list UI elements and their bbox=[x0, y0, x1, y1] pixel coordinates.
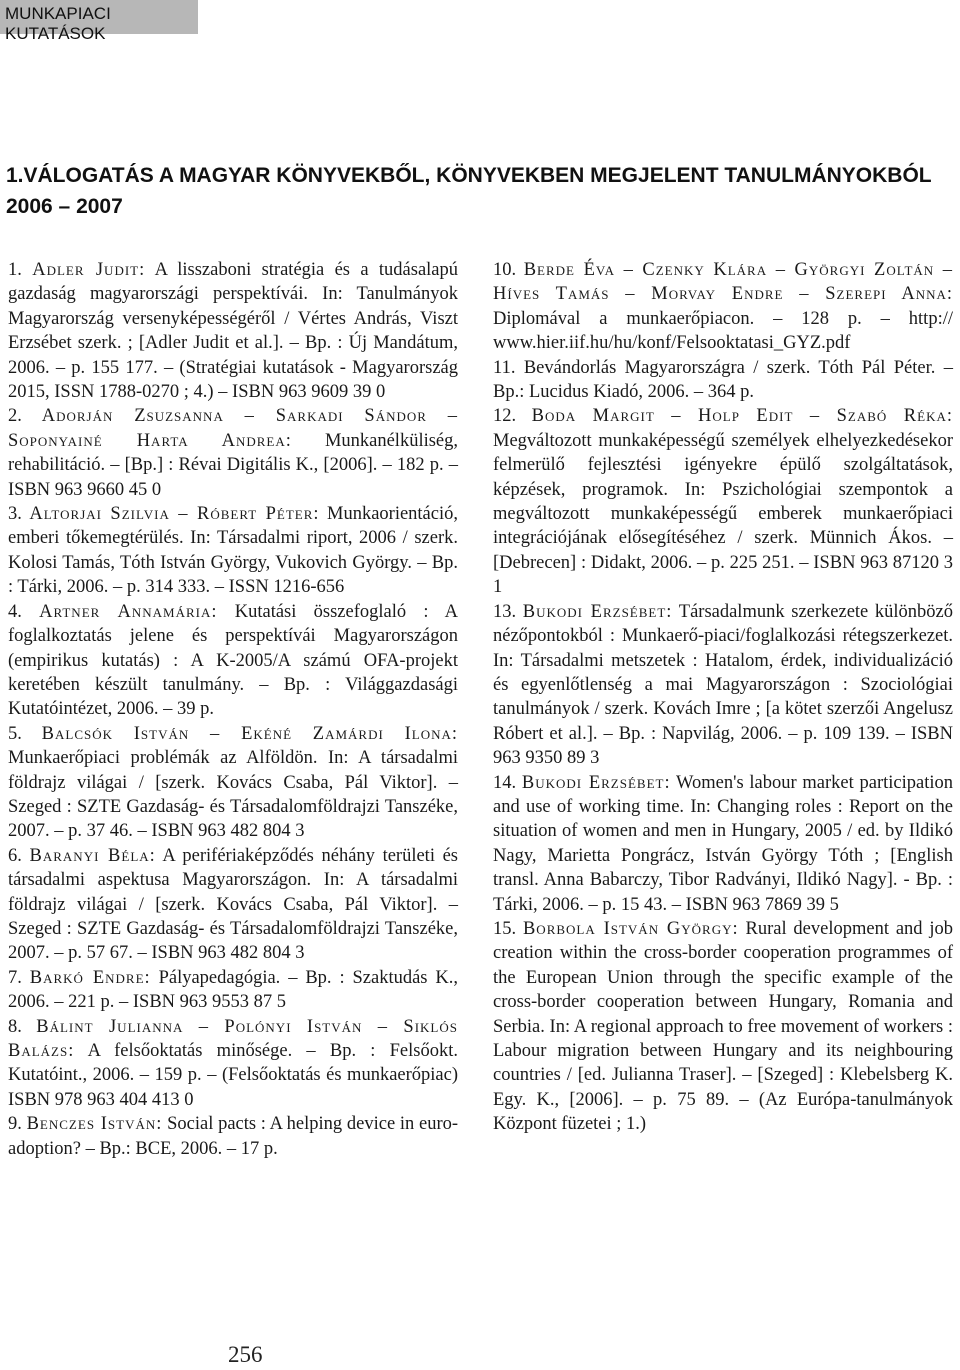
entry-author: Altorjai Szilvia – Róbert Péter: bbox=[29, 504, 320, 525]
bibliography-entry bbox=[8, 258, 458, 404]
entry-author: Boda Margit – Holp Edit – Szabó Réka: bbox=[531, 406, 953, 427]
running-header bbox=[0, 0, 198, 43]
entry-number: 14. bbox=[493, 772, 517, 793]
bibliography-entry bbox=[493, 771, 953, 917]
entry-text: A felsőoktatás minősége. – Bp. : Felsőokt. Kutatóint., 2006. – 159 p. – (Felsőoktatás és munkaerőpiac) ISBN 978 963 404 413 0 bbox=[8, 1041, 458, 1110]
entry-text: Munkaorientáció, emberi tőkemegtérülés. In: Társadalmi riport, 2006 / szerk. Kolosi Tamás, Tóth István György, Vukovich György. – Bp. : Tárki, 2006. – p. 314 333. – ISSN 1216-656 bbox=[8, 504, 458, 598]
bibliography-entry bbox=[8, 1112, 458, 1161]
bibliography-entry bbox=[8, 404, 458, 502]
entry-author: Bálint Julianna – Polónyi István – Siklós Balázs: bbox=[8, 1016, 458, 1061]
running-header-label: MUNKAPIACI KUTATÁSOK bbox=[5, 4, 111, 43]
entry-author: Barkó Endre: bbox=[29, 967, 151, 988]
entry-number: 5. bbox=[8, 723, 22, 744]
entry-text: Bevándorlás Magyarországra / szerk. Tóth Pál Péter. – Bp.: Lucidus Kiadó, 2006. – 364 p. bbox=[493, 357, 953, 403]
entry-number: 9. bbox=[8, 1114, 22, 1135]
bibliography-entry bbox=[8, 966, 458, 1015]
entry-author: Bukodi Erzsébet: bbox=[522, 601, 673, 622]
bibliography-entry bbox=[493, 404, 953, 599]
entry-author: Artner Annamária: bbox=[39, 601, 218, 622]
bibliography-entry bbox=[8, 502, 458, 600]
entry-number: 13. bbox=[493, 601, 517, 622]
bibliography-entry bbox=[8, 844, 458, 966]
section-title bbox=[6, 160, 946, 222]
entry-text: A perifériaképződés néhány területi és társadalmi aspektusa Magyarországon. In: A társadalmi földrajz világai / [szerk. Kovács Csaba, Pál Viktor]. – Szeged : SZTE Gazdaság- és Társadalomföldrajzi Tanszéke, 2007. – p. 57 67. – ISBN 963 482 804 3 bbox=[8, 845, 459, 964]
entry-author: Bukodi Erzsébet: bbox=[521, 772, 671, 793]
section-title-line2: 2006 – 2007 bbox=[6, 195, 123, 218]
bibliography-entry bbox=[8, 1015, 458, 1113]
entry-author: Baranyi Béla: bbox=[29, 845, 156, 866]
entry-text: Social pacts : A helping device in euro-adoption? – Bp.: BCE, 2006. – 17 p. bbox=[8, 1114, 459, 1159]
bibliography-entry bbox=[8, 600, 458, 722]
entry-text: Kutatási összefoglaló : A foglalkoztatás jelene és perspektívái Magyarországon (empirikus kutatás) : A K-2005/A számú OFA-projekt keretében készült tanulmány. – Bp. : Világgazdasági Kutatóintézet, 2006. – 39 p. bbox=[8, 601, 459, 720]
entry-author: Borbola István György: bbox=[522, 918, 739, 939]
entry-text: Diplomával a munkaerőpiacon. – 128 p. – http:// www.hier.iif.hu/hu/konf/Felsooktatasi_GYZ.pdf bbox=[493, 308, 953, 354]
entry-number: 10. bbox=[493, 260, 517, 280]
page-number: 256 bbox=[228, 1342, 263, 1367]
bibliography-entry bbox=[493, 356, 953, 405]
entry-author: Adorján Zsuzsanna – Sarkadi Sándor – Soponyainé Harta Andrea: bbox=[8, 406, 459, 451]
left-column bbox=[8, 258, 458, 1161]
right-column bbox=[493, 258, 953, 1137]
entry-number: 2. bbox=[8, 406, 22, 427]
entry-number: 7. bbox=[8, 967, 22, 988]
bibliography-entry bbox=[493, 258, 953, 356]
entry-number: 11. bbox=[493, 357, 516, 378]
entry-text: Women's labour market participation and use of working time. In: Changing roles : Report on the situation of women and men in Hungary, 2005 / ed. by Ildikó Nagy, Marietta Pongrácz, István György Tóth ; [English transl. Anna Babarczy, Tibor Radványi, Ildikó Nagy]. - Bp. : Tárki, 2006. – p. 15 43. – ISBN 963 7869 39 5 bbox=[493, 772, 954, 915]
section-title-line1: 1.VÁLOGATÁS A MAGYAR KÖNYVEKBŐL, KÖNYVEKBEN MEGJELENT TANULMÁNYOKBÓL bbox=[6, 164, 932, 187]
entry-number: 3. bbox=[8, 504, 22, 525]
bibliography-entry bbox=[493, 600, 953, 771]
entry-number: 6. bbox=[8, 845, 22, 866]
bibliography-entry bbox=[8, 722, 458, 844]
entry-text: Pályapedagógia. – Bp. : Szaktudás K., 2006. – 221 p. – ISBN 963 9553 87 5 bbox=[8, 967, 458, 1013]
entry-author: Balcsók István – Ekéné Zamárdi Ilona: bbox=[41, 723, 459, 744]
entry-number: 8. bbox=[8, 1016, 22, 1037]
entry-author: Berde Éva – Czenky Klára – Györgyi Zoltán – Híves Tamás – Morvay Endre – Szerepi Anna: bbox=[493, 260, 954, 305]
entry-text: Társadalmunk szerkezete különböző nézőpontokból : Munkaerő-piaci/foglalkozási rétegszerkezet. In: Társadalmi metszetek : Hatalom, érdek, individualizáció és egyenlőtlenség a mai Magyarországon : Szociológiai tanulmányok / szerk. Kovách Imre ; [a kötet szerzői Angelusz Róbert et al.]. – Bp. : Napvilág, 2006. – p. 109 139. – ISBN 963 9350 89 3 bbox=[493, 601, 954, 769]
bibliography-entry bbox=[493, 917, 953, 1137]
entry-number: 1. bbox=[8, 260, 22, 280]
entry-text: Rural development and job creation within the cross-border cooperation programmes of the European Union through the specific example of the cross-border cooperation between Hungary, Romania and Serbia. In: A regional approach to free movement of workers : Labour migration between Hungary and its neighbouring countries / [ed. Julianna Traser]. – [Szeged] : Klebelsberg K. Egy. K., [2006]. – p. 75 89. – (Az Európa-tanulmányok Központ füzetei ; 1.) bbox=[493, 918, 954, 1135]
entry-text: A lisszaboni stratégia és a tudásalapú gazdaság magyarországi perspektívái. In: Tanulmányok Magyarország versenyképességéről / Vértes András, Viszt Erzsébet szerk. ; [Adler Judit et al.]. – Bp. : Új Mandátum, 2006. – p. 155 177. – (Stratégiai kutatások - Magyarország 2015, ISSN 1788-0270 ; 4.) – ISBN 963 9609 39 0 bbox=[8, 260, 459, 403]
entry-text: Megváltozott munkaképességű személyek elhelyezkedésekor felmerülő fejlesztési igényekre épülő szolgáltatások, képzések, programok. In: Pszichológiai szempontok a megváltozott munkaképességű emberek munkaerőpiaci integrációjának elősegítéséhez / szerk. Münnich Ákos. – [Debrecen] : Didakt, 2006. – p. 225 251. – ISBN 963 87120 3 1 bbox=[493, 430, 953, 598]
entry-number: 4. bbox=[8, 601, 22, 622]
entry-author: Benczes István: bbox=[26, 1114, 163, 1135]
entry-text: Munkanélküliség, rehabilitáció. – [Bp.] : Révai Digitális K., [2006]. – 182 p. – ISBN 963 9660 45 0 bbox=[8, 430, 459, 500]
entry-author: Adler Judit: bbox=[32, 260, 146, 280]
entry-number: 12. bbox=[493, 406, 517, 427]
entry-number: 15. bbox=[493, 918, 517, 939]
entry-text: Munkaerőpiaci problémák az Alföldön. In: A társadalmi földrajz világai / [szerk. Kovács Csaba, Pál Viktor]. – Szeged : SZTE Gazdaság- és Társadalomföldrajzi Tanszéke, 2007. – p. 37 46. – ISBN 963 482 804 3 bbox=[8, 748, 458, 842]
